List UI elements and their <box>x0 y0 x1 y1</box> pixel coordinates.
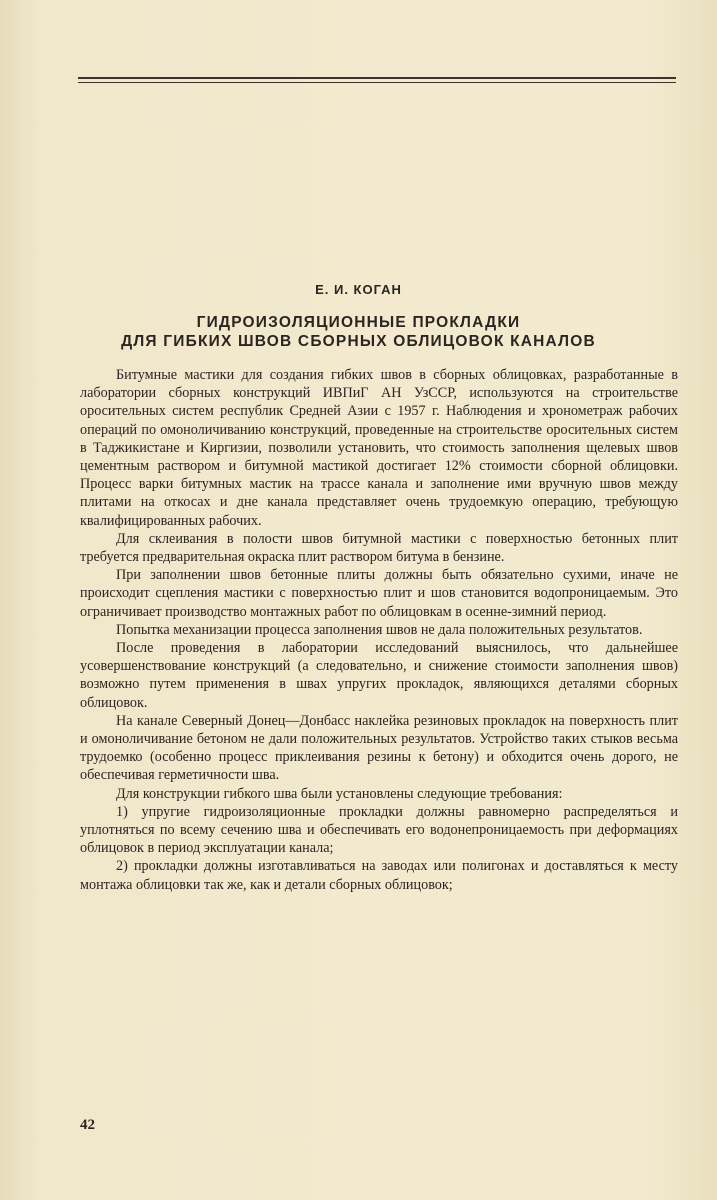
header-rule-top <box>78 77 676 79</box>
header-rule-bottom <box>78 82 676 83</box>
paragraph: Для склеивания в полости швов битумной мастики с поверхностью бетонных плит требуется предварительная окраска плит раствором битума в бензине. <box>80 530 678 566</box>
paragraph: Попытка механизации процесса заполнения швов не дала положительных результатов. <box>116 621 643 638</box>
paragraph: Битумные мастики для создания гибких швов в сборных облицовках, разработанные в лаборатории сборных конструкций ИВПиГ АН УзССР, используются на строительстве оросительных систем республик Средней Азии с 1957 г. Наблюдения и хронометраж рабочих операций по омоноличиванию конструкций, проведенные на строительстве оросительных систем в Таджикистане и Киргизии, позволили установить, что стоимость заполнения щелевых швов цементным раствором и битумной мастикой достигает 12% стоимости сборной облицовки. Процесс варки битумных мастик на трассе канала и заполнение ими вручную швов между плитами на откосах и дне канала представляет очень трудоемкую операцию, требующую квалифицированных рабочих. <box>80 367 678 529</box>
paragraph: 2) прокладки должны изготавливаться на заводах или полигонах и доставляться к месту монтажа облицовки так же, как и детали сборных облицовок; <box>80 858 678 893</box>
paragraph: Для конструкции гибкого шва были установлены следующие требования: <box>116 785 563 802</box>
title-line-2: ДЛЯ ГИБКИХ ШВОВ СБОРНЫХ ОБЛИЦОВОК КАНАЛОВ <box>121 333 596 350</box>
author-name: Е. И. КОГАН <box>315 282 402 297</box>
paragraph: После проведения в лаборатории исследований выяснилось, что дальнейшее усовершенствование конструкций (а следовательно, и снижение стоимости заполнения швов) возможно путем применения в швах упругих прокладок, являющихся деталями сборных облицовок. <box>80 640 678 711</box>
paragraph: 1) упругие гидроизоляционные прокладки должны равномерно распределяться и уплотняться по всему сечению шва и обеспечивать его водонепроницаемость при деформациях облицовок в период эксплуатации канала; <box>80 803 678 857</box>
page-number: 42 <box>80 1117 95 1133</box>
article-body <box>80 366 678 894</box>
title-line-1: ГИДРОИЗОЛЯЦИОННЫЕ ПРОКЛАДКИ <box>196 314 521 331</box>
paragraph: При заполнении швов бетонные плиты должны быть обязательно сухими, иначе не происходит сцепления мастики с поверхностью плит и шов становится водопроницаемым. Это ограничивает производство монтажных работ по облицовкам в осенне-зимний период. <box>80 567 678 620</box>
paragraph: На канале Северный Донец—Донбасс наклейка резиновых прокладок на поверхность плит и омоноличивание бетоном не дали положительных результатов. Устройство таких стыков весьма трудоемко (особенно процесс приклеивания резины к бетону) и обходится очень дорого, не обеспечивая герметичности шва. <box>80 712 678 784</box>
article-title <box>0 313 717 351</box>
